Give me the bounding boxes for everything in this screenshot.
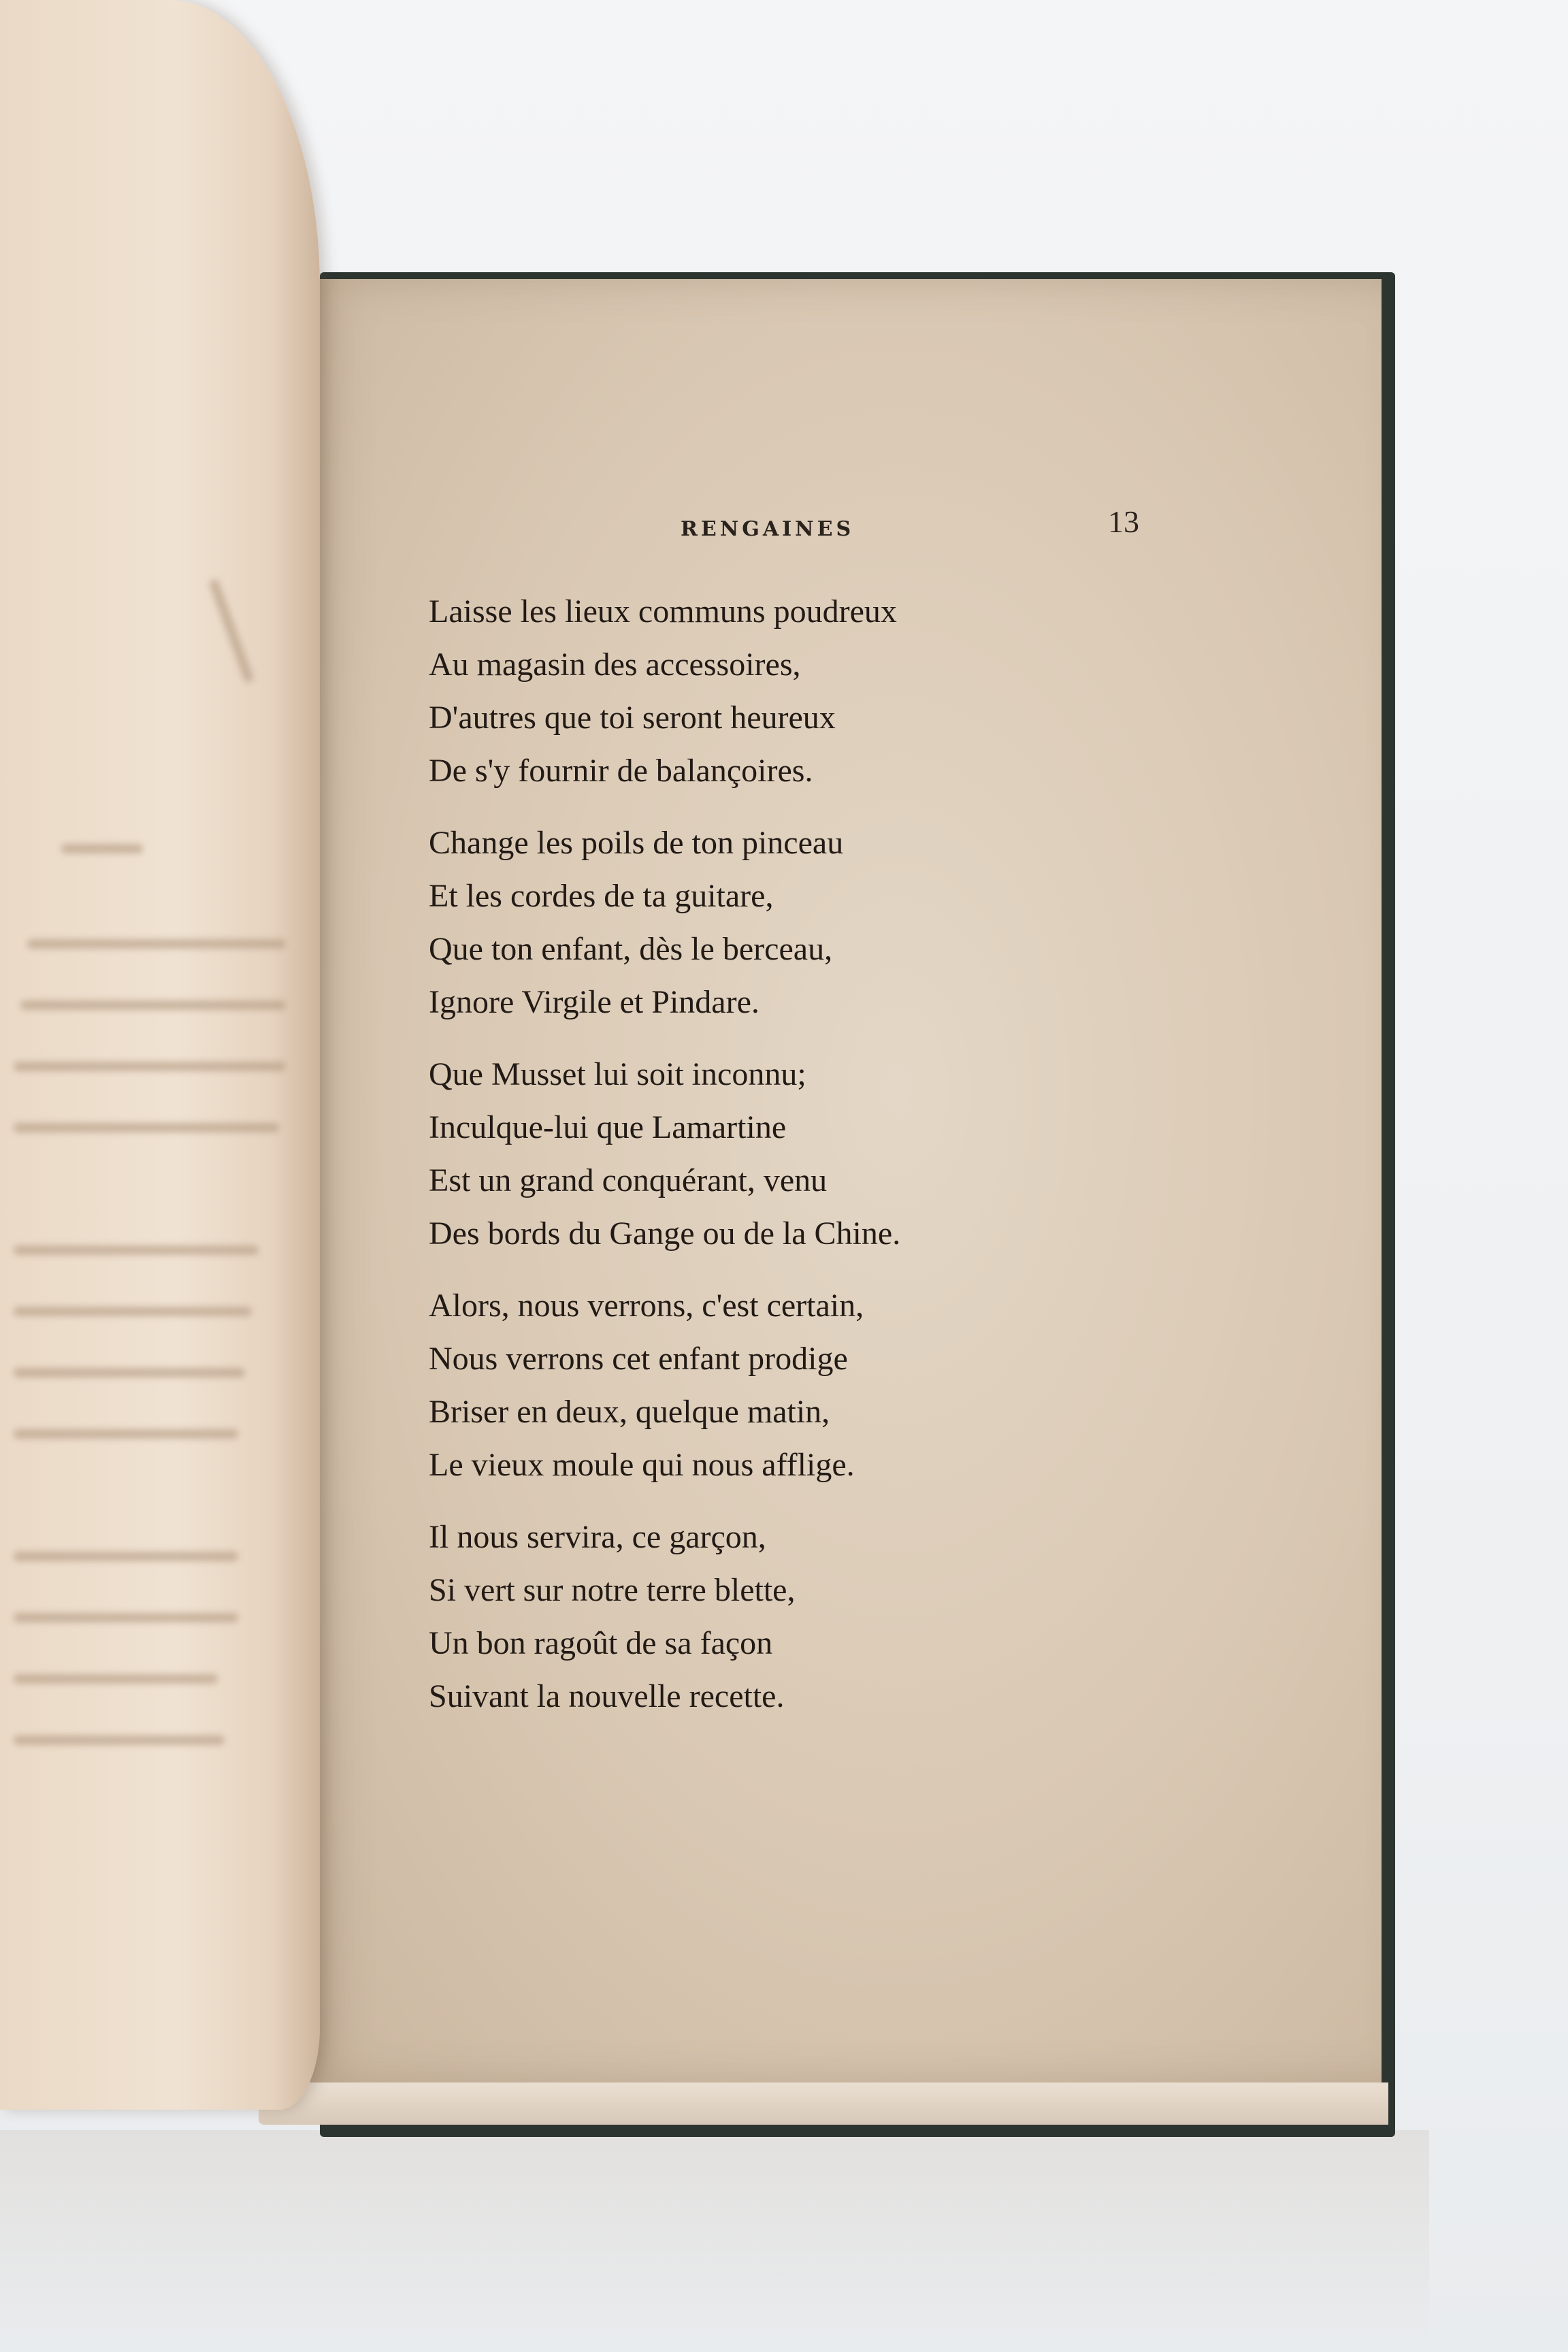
verse-line: Briser en deux, quelque matin, (429, 1394, 830, 1430)
stanza (429, 585, 1245, 798)
verse-line: D'autres que toi seront heureux (429, 700, 836, 736)
verse-line: Est un grand conquérant, venu (429, 1162, 828, 1198)
verse-line: Alors, nous verrons, c'est certain, (429, 1288, 864, 1324)
poem (429, 585, 1245, 1742)
running-title: RENGAINES (681, 517, 855, 541)
verse-line: Nous verrons cet enfant prodige (429, 1341, 848, 1377)
stanza (429, 1279, 1245, 1492)
verse-line: Suivant la nouvelle recette. (429, 1678, 785, 1714)
stanza (429, 817, 1245, 1029)
blurred-left-text (0, 599, 306, 1756)
stanza (429, 1048, 1245, 1260)
verse-line: Le vieux moule qui nous afflige. (429, 1447, 855, 1483)
page-number: 13 (1108, 504, 1139, 539)
verse-line: De s'y fournir de balançoires. (429, 753, 813, 789)
verse-line: Ignore Virgile et Pindare. (429, 984, 760, 1020)
verse-line: Et les cordes de ta guitare, (429, 878, 774, 914)
verse-line: Des bords du Gange ou de la Chine. (429, 1215, 901, 1252)
verse-line: Que ton enfant, dès le berceau, (429, 931, 833, 967)
verse-line: Change les poils de ton pinceau (429, 825, 844, 861)
verse-line: Si vert sur notre terre blette, (429, 1572, 796, 1608)
verse-line: Inculque-lui que Lamartine (429, 1109, 787, 1145)
page-edges (259, 2082, 1388, 2125)
verse-line: Au magasin des accessoires, (429, 647, 801, 683)
table-reflection (0, 2130, 1429, 2352)
stanza (429, 1511, 1245, 1723)
verse-line: Que Musset lui soit inconnu; (429, 1056, 806, 1092)
verse-line: Un bon ragoût de sa façon (429, 1625, 773, 1661)
verse-line: Laisse les lieux communs poudreux (429, 593, 897, 630)
verse-line: Il nous servira, ce garçon, (429, 1519, 766, 1555)
left-page-blurred (0, 0, 320, 2110)
